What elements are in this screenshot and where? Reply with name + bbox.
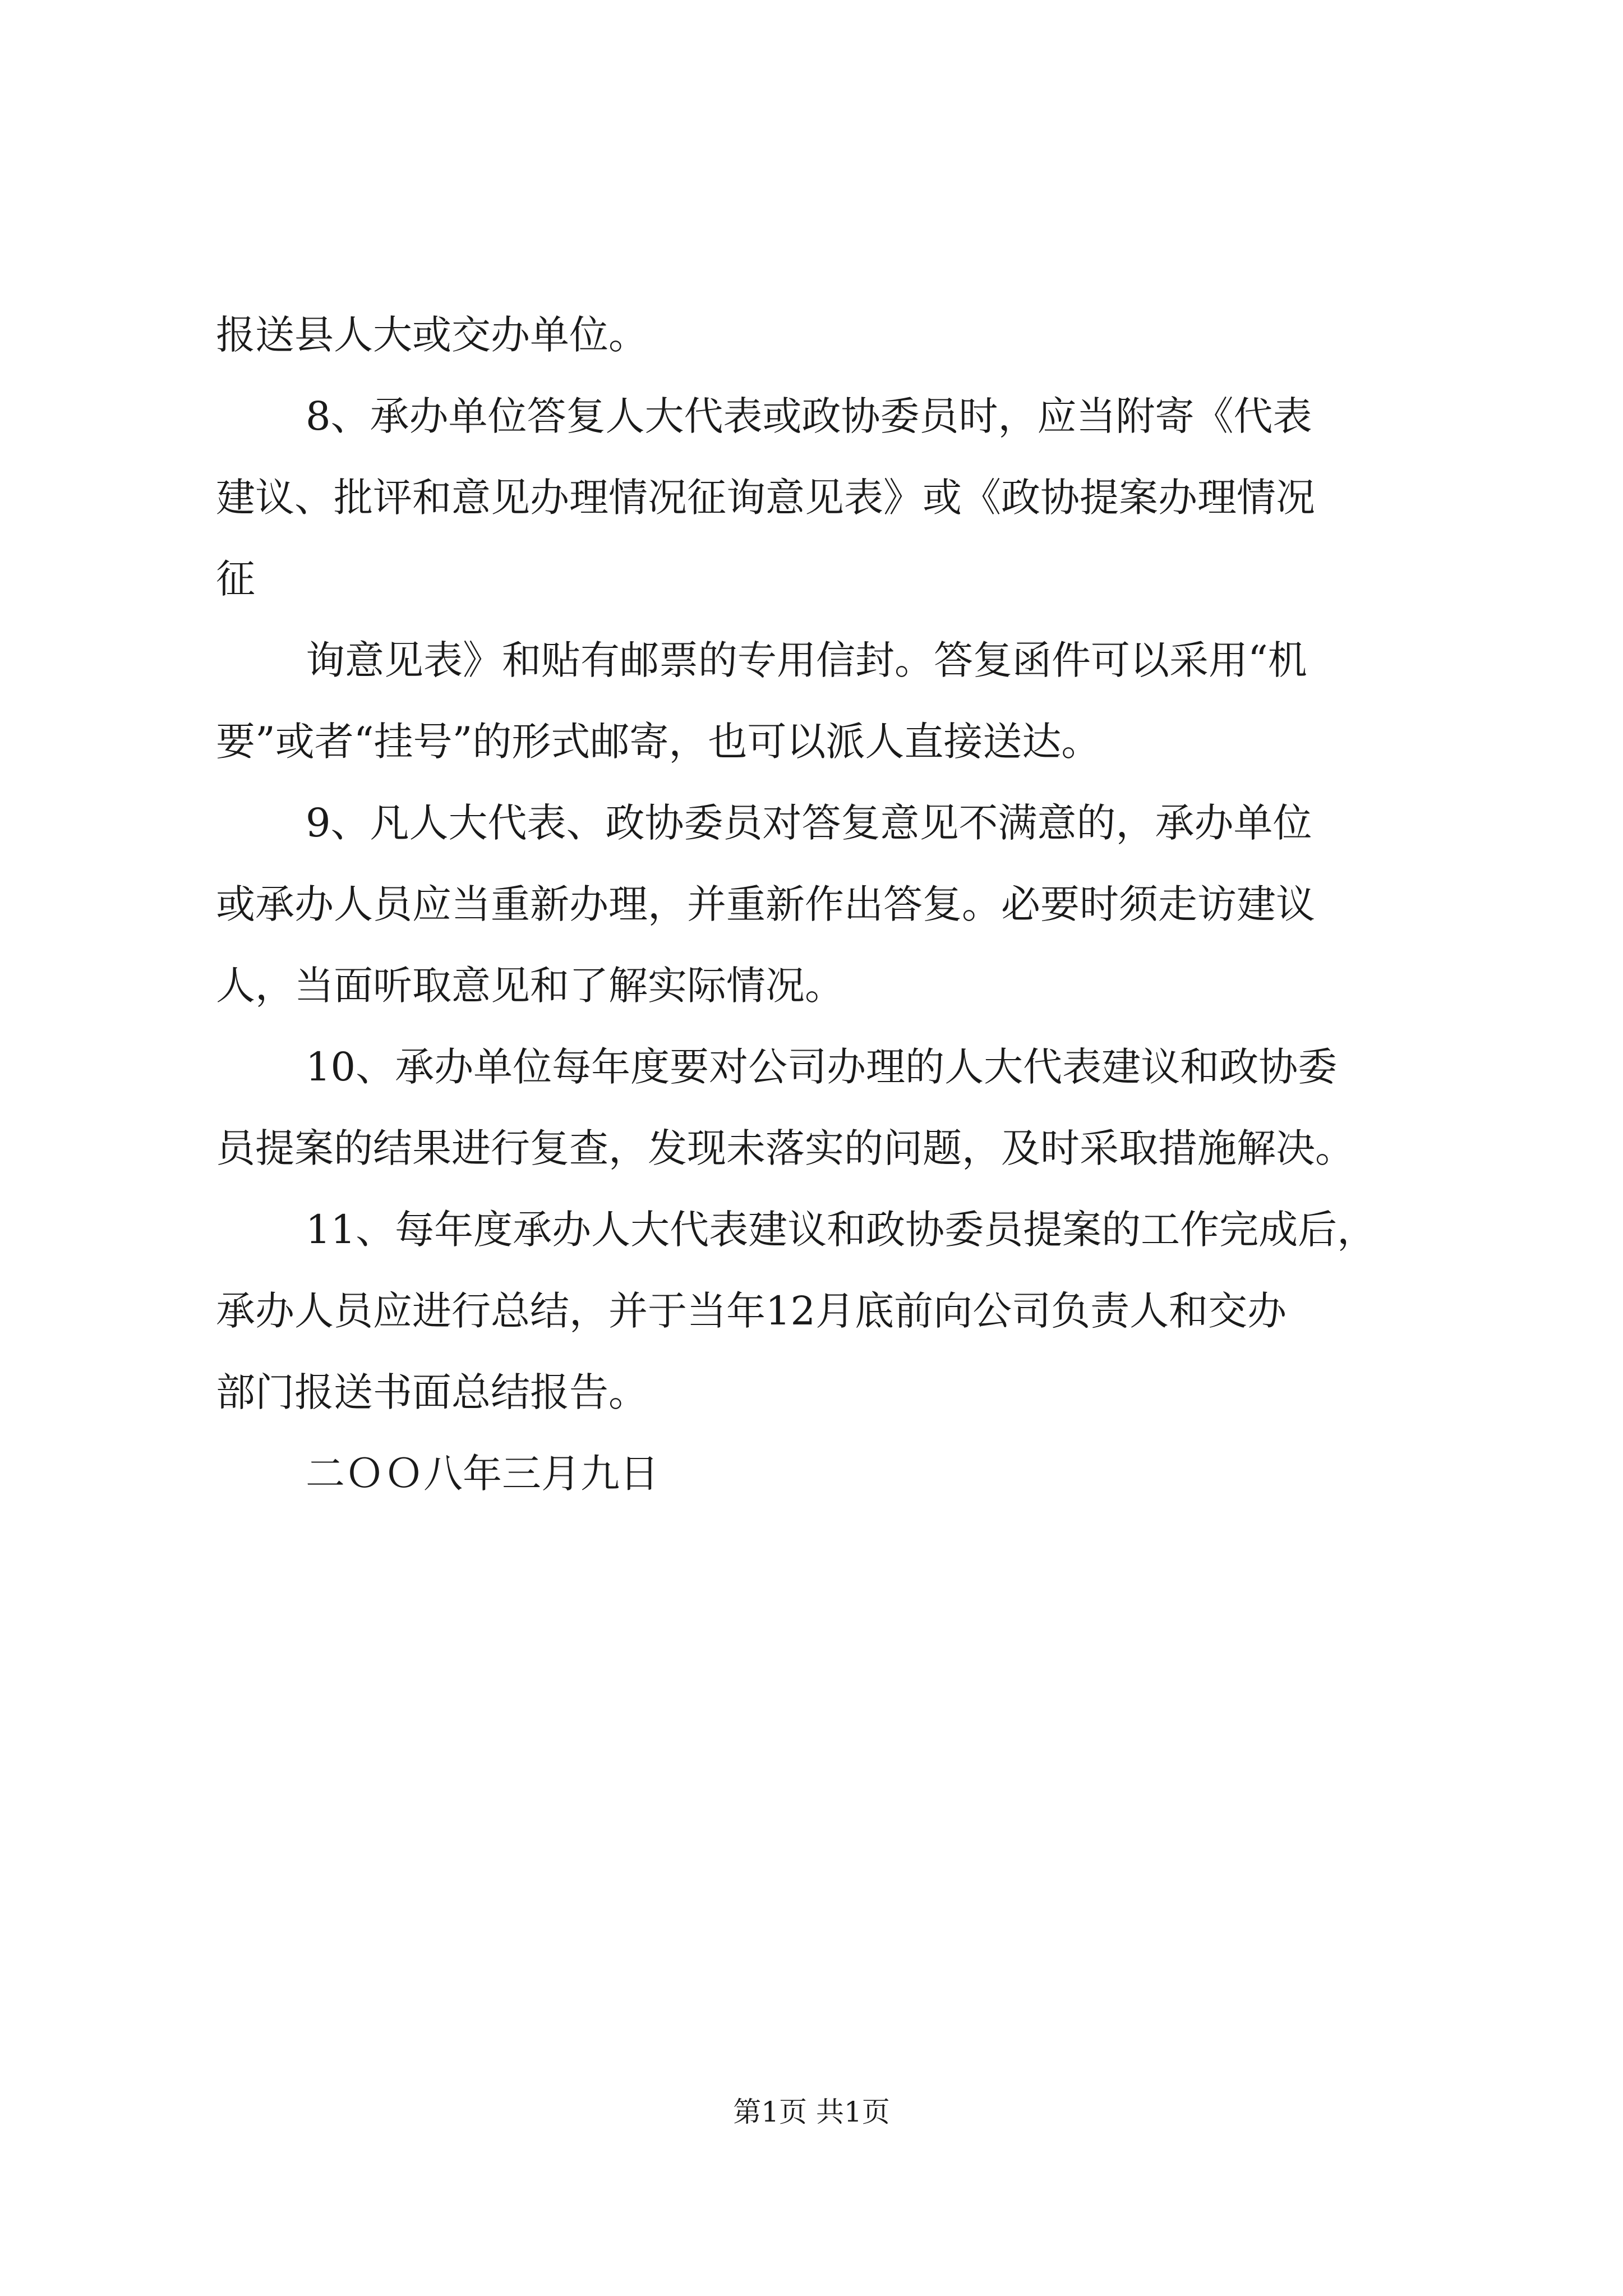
text-line-12: 11、每年度承办人大代表建议和政协委员提案的工作完成后， <box>306 1207 1377 1253</box>
text-line-11: 员提案的结果进行复查，发现未落实的问题，及时采取措施解决。 <box>216 1125 1354 1171</box>
date-line: 二ＯＯ八年三月九日 <box>306 1451 659 1497</box>
text-line-2: 8、承办单位答复人大代表或政协委员时，应当附寄《代表 <box>306 393 1312 439</box>
page-footer: 第1页 共1页 <box>733 2096 890 2128</box>
text-line-8: 或承办人员应当重新办理，并重新作出答复。必要时须走访建议 <box>216 881 1315 927</box>
text-line-7: 9、凡人大代表、政协委员对答复意见不满意的，承办单位 <box>306 800 1312 846</box>
text-line-13: 承办人员应进行总结，并于当年12月底前向公司负责人和交办 <box>216 1288 1287 1334</box>
text-line-10: 10、承办单位每年度要对公司办理的人大代表建议和政协委 <box>306 1044 1338 1090</box>
text-line-14: 部门报送书面总结报告。 <box>216 1369 648 1415</box>
text-line-3: 建议、批评和意见办理情况征询意见表》或《政协提案办理情况 <box>216 475 1315 521</box>
text-line-9: 人，当面听取意见和了解实际情况。 <box>216 963 844 1009</box>
text-line-4: 征 <box>216 556 255 602</box>
text-line-5: 询意见表》和贴有邮票的专用信封。答复函件可以采用“机 <box>306 637 1307 683</box>
text-line-1: 报送县人大或交办单位。 <box>216 312 648 358</box>
text-line-6: 要”或者“挂号”的形式邮寄，也可以派人直接送达。 <box>216 719 1101 765</box>
